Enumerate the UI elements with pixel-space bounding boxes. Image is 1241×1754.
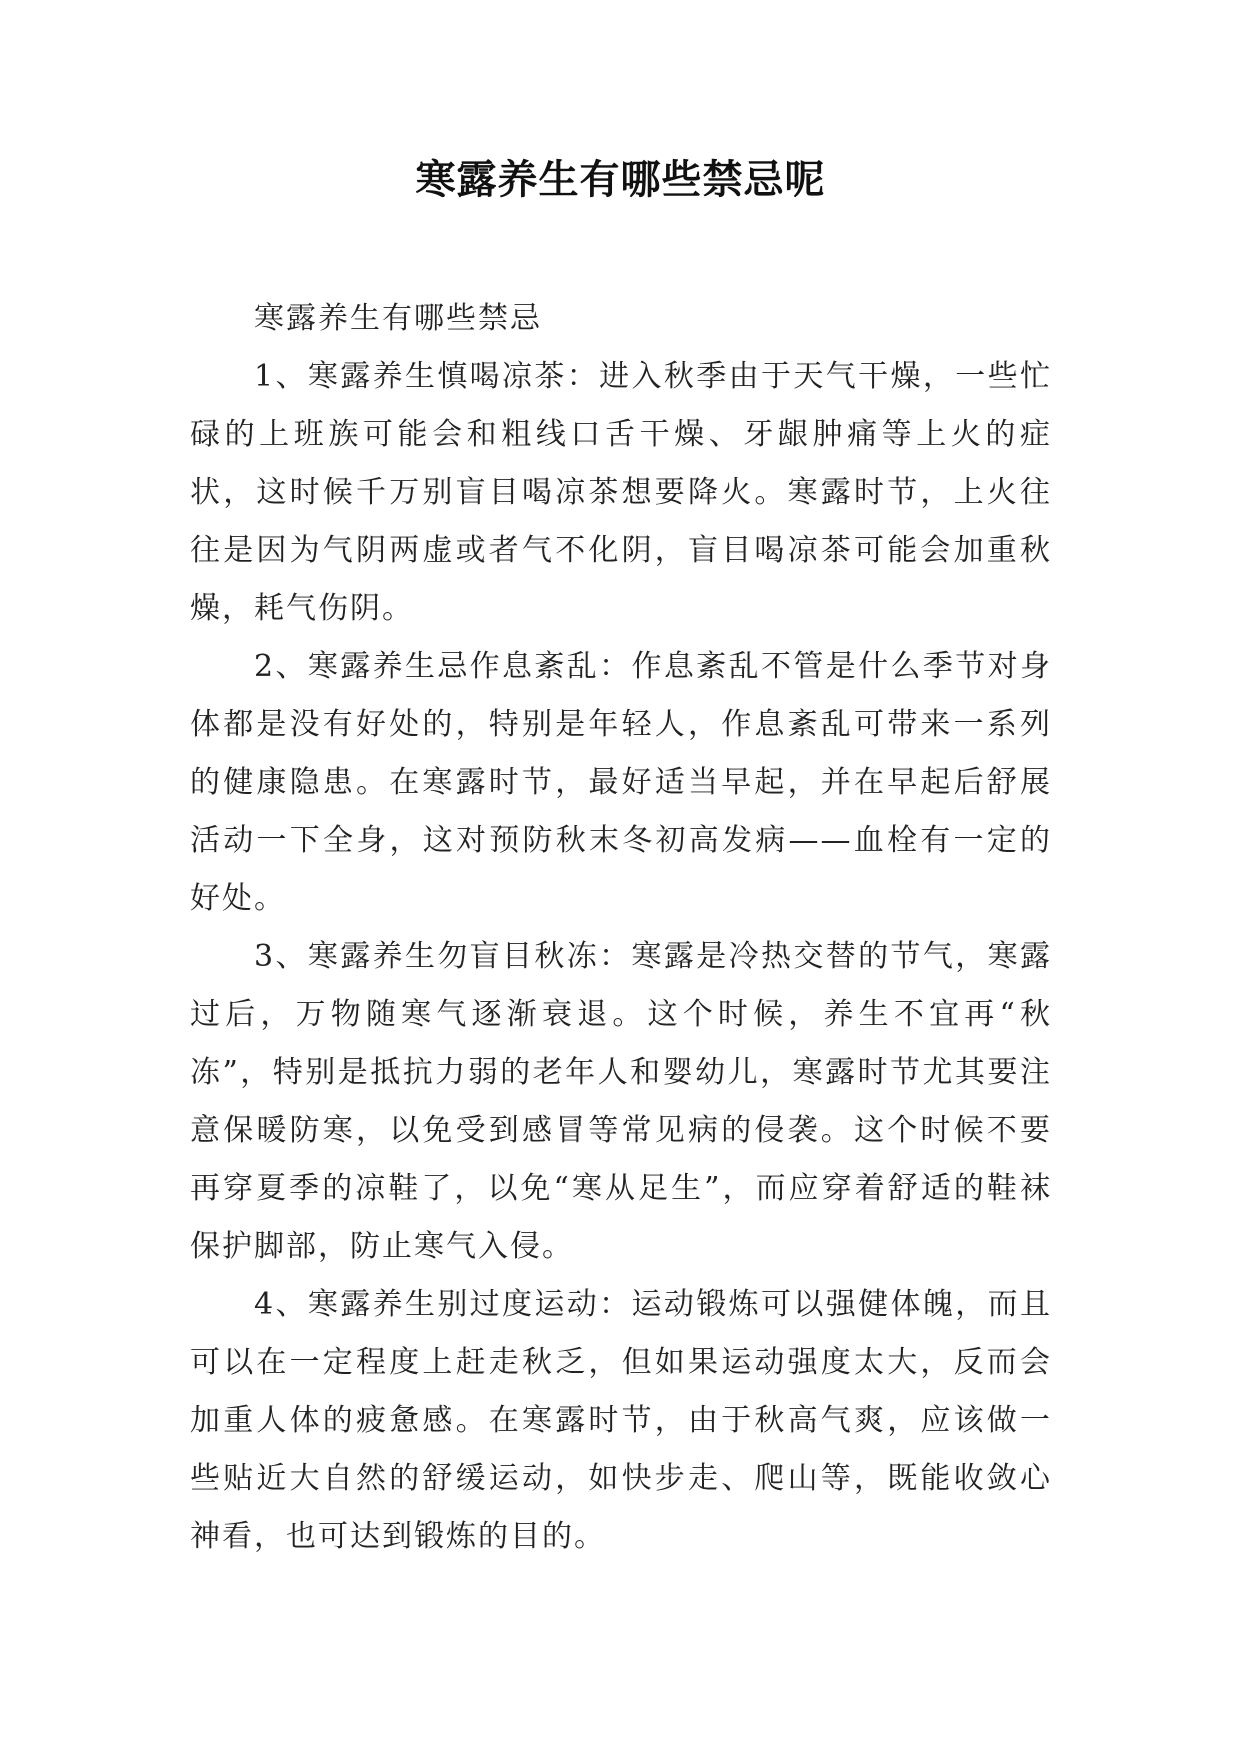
paragraph-2: 2、寒露养生忌作息紊乱：作息紊乱不管是什么季节对身体都是没有好处的，特别是年轻人，作息紊乱可带来一系列的健康隐患。在寒露时节，最好适当早起，并在早起后舒展活动一下全身，这对预防秋末冬初高发病——血栓有一定的好处。 [190, 649, 1052, 916]
paragraph-4: 4、寒露养生别过度运动：运动锻炼可以强健体魄，而且可以在一定程度上赶走秋乏，但如果运动强度太大，反而会加重人体的疲惫感。在寒露时节，由于秋高气爽，应该做一些贴近大自然的舒缓运动，如快步走、爬山等，既能收敛心神看，也可达到锻炼的目的。 [190, 1287, 1052, 1554]
section-heading: 寒露养生有哪些禁忌 [254, 301, 542, 336]
document-body [190, 290, 1052, 1566]
paragraph-1: 1、寒露养生慎喝凉茶：进入秋季由于天气干燥，一些忙碌的上班族可能会和粗线口舌干燥、牙龈肿痛等上火的症状，这时候千万别盲目喝凉茶想要降火。寒露时节，上火往往是因为气阴两虚或者气不化阴，盲目喝凉茶可能会加重秋燥，耗气伤阴。 [190, 359, 1052, 626]
document-title: 寒露养生有哪些禁忌呢 [415, 157, 826, 203]
paragraph-3: 3、寒露养生勿盲目秋冻：寒露是冷热交替的节气，寒露过后，万物随寒气逐渐衰退。这个时候，养生不宜再“秋冻”，特别是抵抗力弱的老年人和婴幼儿，寒露时节尤其要注意保暖防寒，以免受到感冒等常见病的侵袭。这个时候不要再穿夏季的凉鞋了，以免“寒从足生”，而应穿着舒适的鞋袜保护脚部，防止寒气入侵。 [190, 939, 1052, 1264]
